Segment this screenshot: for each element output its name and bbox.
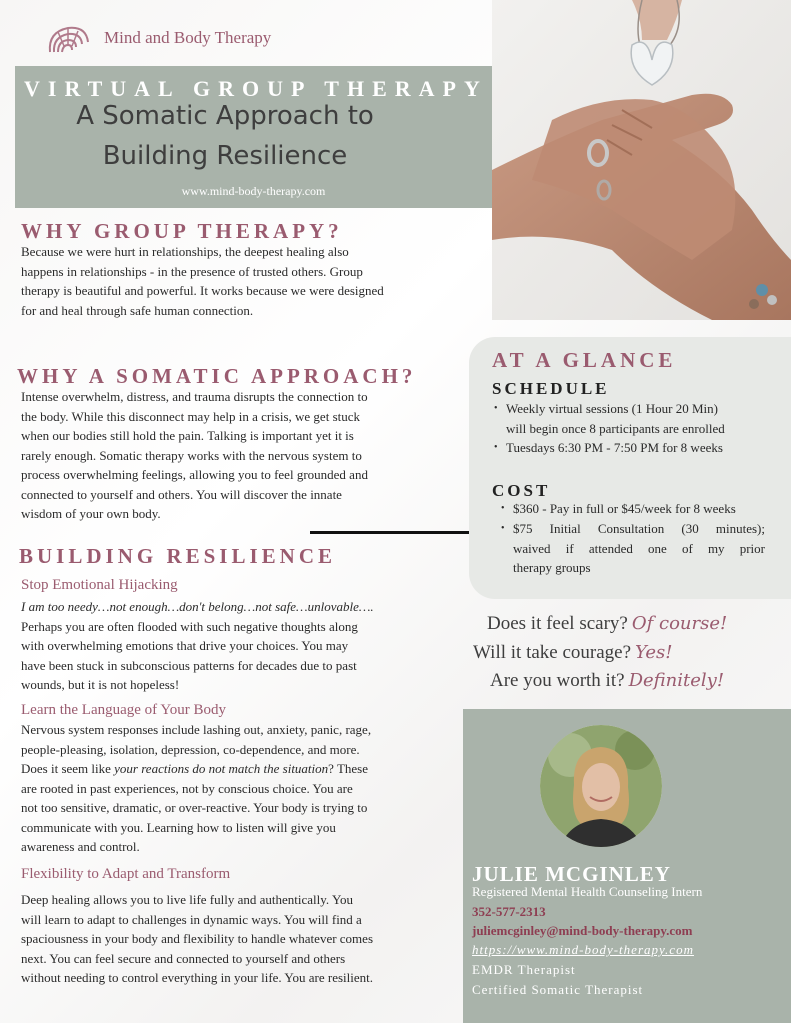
headline-line-2: Building Resilience [102,141,348,171]
subheading-flexibility: Flexibility to Adapt and Transform [21,866,231,882]
email-link[interactable]: juliemcginley@mind-body-therapy.com [472,923,693,938]
brand-name: Mind and Body Therapy [104,28,272,47]
cost-item: • $360 - Pay in full or $45/week for 8 weeks [513,499,736,519]
hijacking-paragraph: I am too needy…not enough…don't belong…not safe…unlovable…. Perhaps you are often flooded with such negative thoughts along with overwhelming emotions that drive your choices. You may have been stuck in subconscious patterns for decades due to past wounds, but it is not hopeless! [21,599,374,692]
flexibility-paragraph: Deep healing allows you to live life fully and authentically. You will learn to adapt to challenges in dynamic ways. You will find a spaciousness in your body and flexibility to handle whatever comes next. You can feel secure and connected to yourself and others without needing to control everything in your life. You are resilient. [21,892,374,985]
phone-link[interactable]: 352-577-2313 [472,904,546,919]
question-row: Are you worth it? Definitely! [490,670,725,691]
why-group-paragraph: Because we were hurt in relationships, the deepest healing also happens in relationships - in the presence of trusted others. Group therapy is beautiful and powerful. It works because we were designed for and heal through safe human connection. [21,244,384,318]
portrait-photo [540,725,662,847]
subheading-language: Learn the Language of Your Body [21,702,226,718]
credential-emdr: EMDR Therapist [472,962,576,977]
question-row: Does it feel scary? Of course! [487,613,728,634]
section-title-why-group: WHY GROUP THERAPY? [21,219,343,243]
headline-line-1: A Somatic Approach to [76,101,374,131]
divider-line [310,531,488,534]
why-somatic-paragraph: Intense overwhelm, distress, and trauma disrupts the connection to the body. While this disconnect may help in a crisis, we get stuck when our bodies still hold the pain. Talking is important yet it is rarely enough. Somatic therapy works with the nervous system to process overwhelming feelings, allowing you to feel grounded and connected to yourself and others. You will discover the innate wisdom of your own body. [21,389,368,521]
at-a-glance-title: AT A GLANCE [492,348,677,372]
schedule-title: SCHEDULE [492,379,610,398]
subheading-hijacking: Stop Emotional Hijacking [21,577,178,593]
therapist-name: JULIE MCGINLEY [472,862,671,886]
section-title-why-somatic: WHY A SOMATIC APPROACH? [17,364,417,388]
schedule-item: • Tuesdays 6:30 PM - 7:50 PM for 8 weeks [506,438,723,458]
credential-somatic: Certified Somatic Therapist [472,982,644,997]
spiral-logo-icon [44,22,92,60]
question-row: Will it take courage? Yes! [473,642,673,663]
avatar [540,725,662,847]
schedule-item: • Weekly virtual sessions (1 Hour 20 Min) will begin once 8 participants are enrolled [506,399,725,438]
cost-item: • $75 Initial Consultation (30 minutes); waived if attended one of my prior therapy groups [513,519,765,578]
therapist-role: Registered Mental Health Counseling Intern [472,884,703,899]
website-text: www.mind-body-therapy.com [181,184,326,198]
website-link[interactable]: https://www.mind-body-therapy.com [472,942,694,957]
cost-title: COST [492,481,551,500]
section-title-resilience: BUILDING RESILIENCE [19,544,336,568]
kicker-title: VIRTUAL GROUP THERAPY [24,76,488,101]
language-paragraph: Nervous system responses include lashing out, anxiety, panic, rage, people-pleasing, isolation, depression, co-dependence, and more. Does it seem like your reactions do not match the situation? These are rooted in past experiences, not by conscious choice. You are not too sensitive, dramatic, or over-reactive. Your body is trying to communicate with you. Learning how to listen will give you awareness and control. [21,722,372,854]
hands-photo [492,0,791,320]
